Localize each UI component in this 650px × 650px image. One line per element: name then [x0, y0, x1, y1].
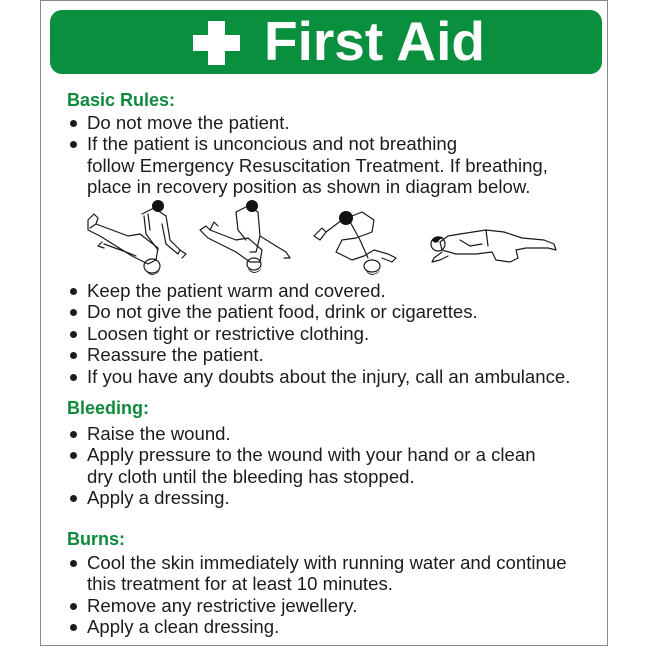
list-item-text: Do not give the patient food, drink or cigarettes.: [87, 301, 478, 323]
basic-rules-list-top: [67, 112, 548, 198]
bullet-icon: [70, 452, 77, 459]
list-item: [67, 616, 567, 637]
burns-list: [67, 552, 567, 638]
list-item: [67, 280, 570, 301]
heading-bleeding: Bleeding:: [67, 398, 150, 418]
bullet-icon: [70, 431, 77, 438]
bullet-icon: [70, 352, 77, 359]
cross-horizontal-bar: [193, 35, 240, 51]
list-item: [67, 423, 536, 444]
list-item: [67, 595, 567, 616]
bullet-icon: [70, 374, 77, 381]
list-item-text: Remove any restrictive jewellery.: [87, 594, 358, 616]
bullet-icon: [70, 288, 77, 295]
list-item-text: If the patient is unconcious and not breathing: [87, 133, 458, 155]
list-item: [67, 344, 570, 365]
bullet-icon: [70, 120, 77, 127]
bullet-icon: [70, 331, 77, 338]
list-item-text: Cool the skin immediately with running water and continue: [87, 552, 567, 573]
heading-basic-rules: Basic Rules:: [67, 90, 176, 110]
list-item: [67, 112, 548, 133]
list-item-text: Keep the patient warm and covered.: [87, 280, 386, 301]
bullet-icon: [70, 495, 77, 502]
list-item: [67, 444, 536, 487]
list-item-text: this treatment for at least 10 minutes.: [87, 573, 393, 595]
bullet-icon: [70, 560, 77, 567]
list-item: [67, 487, 536, 508]
bullet-icon: [70, 624, 77, 631]
bleeding-list: [67, 423, 536, 509]
list-item: [67, 133, 548, 197]
recovery-step-2-icon: [196, 200, 296, 280]
list-item-text: Raise the wound.: [87, 423, 231, 444]
list-item-text: Apply pressure to the wound with your hand or a clean: [87, 444, 536, 466]
bullet-icon: [70, 603, 77, 610]
cross-icon: [193, 21, 240, 65]
list-item: [67, 366, 570, 387]
list-item-text: Reassure the patient.: [87, 344, 264, 366]
list-item: [67, 323, 570, 344]
basic-rules-list-bottom: [67, 280, 570, 387]
recovery-step-3-icon: [312, 200, 402, 280]
list-item: [67, 552, 567, 595]
list-item-text: Do not move the patient.: [87, 112, 290, 133]
recovery-step-4-icon: [426, 200, 560, 280]
list-item: [67, 301, 570, 322]
bullet-icon: [70, 141, 77, 148]
list-item-text: follow Emergency Resuscitation Treatment. If breathing,: [87, 154, 548, 176]
heading-burns: Burns:: [67, 529, 125, 549]
sign-title: First Aid: [264, 10, 486, 72]
list-item-text: place in recovery position as shown in diagram below.: [87, 176, 531, 198]
list-item-text: dry cloth until the bleeding has stopped.: [87, 465, 415, 487]
list-item-text: Apply a dressing.: [87, 487, 230, 509]
list-item-text: Loosen tight or restrictive clothing.: [87, 322, 370, 344]
bullet-icon: [70, 309, 77, 316]
list-item-text: Apply a clean dressing.: [87, 616, 280, 638]
recovery-step-1-icon: [82, 200, 192, 280]
list-item-text: If you have any doubts about the injury, call an ambulance.: [87, 365, 571, 387]
